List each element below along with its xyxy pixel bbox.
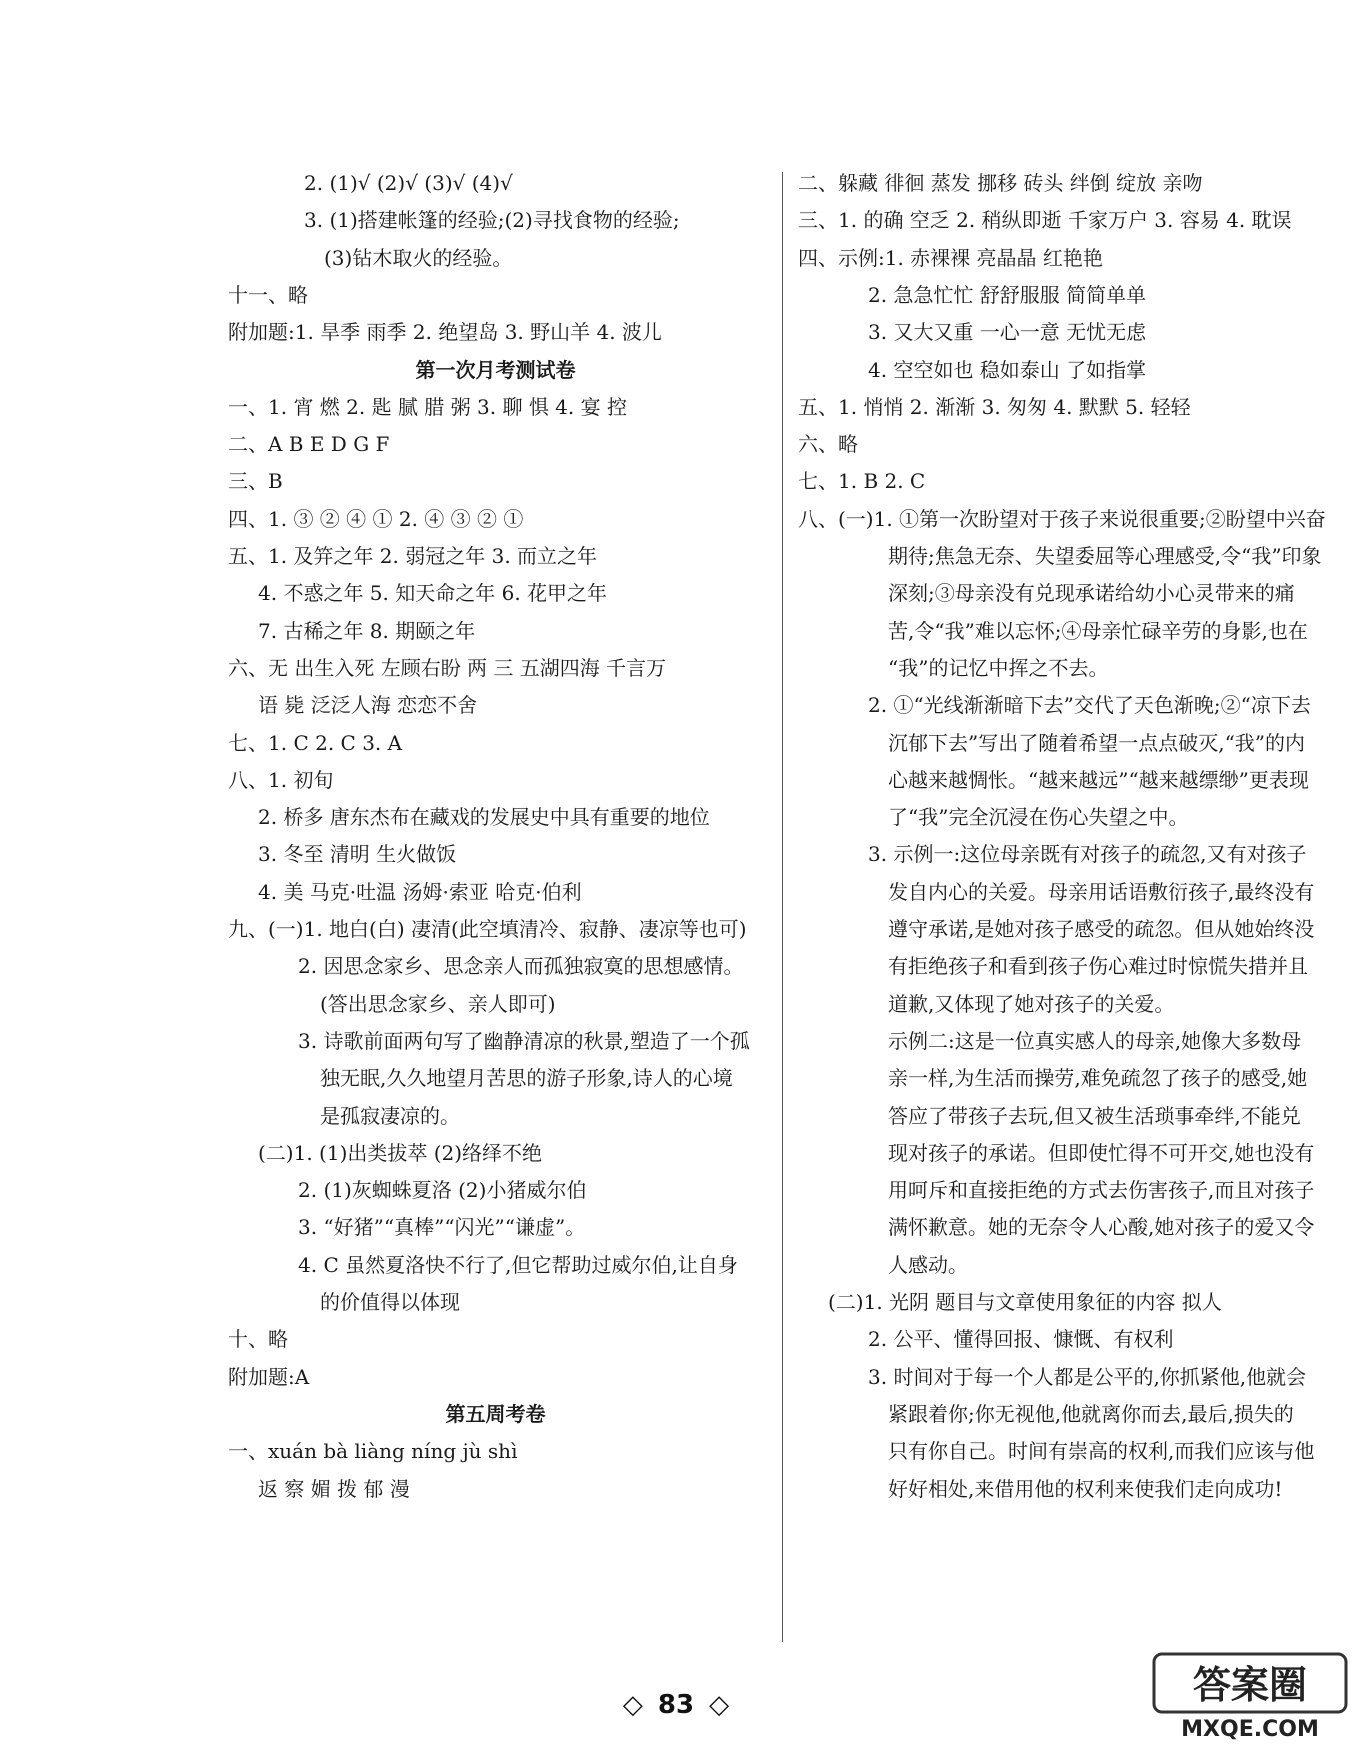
- answer-line: 3. 示例一:这位母亲既有对孩子的疏忽,又有对孩子: [868, 842, 1307, 867]
- answer-line: 六、无 出生入死 左顾右盼 两 三 五湖四海 千言万: [228, 655, 667, 680]
- answer-line: 四、1. ③ ② ④ ① 2. ④ ③ ② ①: [228, 506, 524, 531]
- answer-line: 一、xuán bà liàng níng jù shì: [228, 1439, 518, 1464]
- answer-line: 好好相处,来借用他的权利来使我们走向成功!: [888, 1476, 1283, 1501]
- answer-line: (3)钻木取火的经验。: [324, 245, 513, 270]
- answer-line: 4. C 虽然夏洛快不行了,但它帮助过威尔伯,让自身: [298, 1252, 738, 1277]
- answer-line: 三、B: [228, 469, 283, 494]
- answer-line: 3. (1)搭建帐篷的经验;(2)寻找食物的经验;: [304, 208, 680, 233]
- answer-line: 4. 不惑之年 5. 知天命之年 6. 花甲之年: [258, 581, 608, 606]
- answer-line: 六、略: [798, 432, 858, 457]
- answer-line: 3. 又大又重 一心一意 无忧无虑: [868, 320, 1147, 345]
- answer-line: 五、1. 及笄之年 2. 弱冠之年 3. 而立之年: [228, 544, 598, 568]
- answer-line: 五、1. 悄悄 2. 渐渐 3. 匆匆 4. 默默 5. 轻轻: [798, 394, 1191, 419]
- answer-line: 遵守承诺,是她对孩子感受的疏忽。但从她始终没: [888, 917, 1315, 941]
- answer-line: 苦,令“我”难以忘怀;④母亲忙碌辛劳的身影,也在: [888, 618, 1308, 643]
- answer-line: 现对孩子的承诺。但即使忙得不可开交,她也没有: [888, 1140, 1315, 1165]
- answer-line: 3. 诗歌前面两句写了幽静清凉的秋景,塑造了一个孤: [298, 1028, 750, 1053]
- answer-line: 八、1. 初旬: [228, 767, 334, 792]
- answer-line: 期待;焦急无奈、失望委屈等心理感受,令“我”印象: [888, 544, 1322, 568]
- answer-line: 2. 急急忙忙 舒舒服服 简简单单: [868, 282, 1147, 307]
- answer-line: 人感动。: [888, 1252, 968, 1277]
- answer-line: 附加题:A: [228, 1364, 310, 1389]
- answer-line: “我”的记忆中挥之不去。: [888, 655, 1109, 680]
- answer-line: 2. 公平、懂得回报、慷慨、有权利: [868, 1327, 1174, 1352]
- answer-line: 了“我”完全沉浸在伤心失望之中。: [888, 805, 1189, 830]
- answer-line: (答出思念家乡、亲人即可): [320, 991, 556, 1016]
- answer-line: 返 察 媚 拨 郁 漫: [258, 1476, 410, 1501]
- answer-line: 十一、略: [228, 282, 308, 307]
- answer-line: 语 毙 泛泛人海 恋恋不舍: [258, 693, 478, 718]
- answer-line: 2. 因思念家乡、思念亲人而孤独寂寞的思想感情。: [298, 954, 744, 979]
- answer-line: 深刻;③母亲没有兑现承诺给幼小心灵带来的痛: [888, 581, 1295, 606]
- answer-line: 十、略: [228, 1327, 288, 1352]
- section-title: 第一次月考测试卷: [415, 357, 576, 382]
- answer-line: 的价值得以体现: [320, 1290, 460, 1314]
- answer-line: 附加题:1. 旱季 雨季 2. 绝望岛 3. 野山羊 4. 波儿: [228, 320, 662, 345]
- answer-line: 3. 冬至 清明 生火做饭: [258, 842, 457, 867]
- answer-line: 用呵斥和直接拒绝的方式去伤害孩子,而且对孩子: [888, 1178, 1315, 1203]
- answer-line: 七、1. C 2. C 3. A: [228, 730, 403, 755]
- answer-line: 7. 古稀之年 8. 期颐之年: [258, 618, 476, 643]
- answer-line: 四、示例:1. 赤裸裸 亮晶晶 红艳艳: [798, 245, 1103, 270]
- section-title: 第五周考卷: [445, 1401, 546, 1426]
- answer-line: 2. (1)√ (2)√ (3)√ (4)√: [304, 171, 513, 195]
- answer-line: 心越来越惆怅。“越来越远”“越来越缥缈”更表现: [888, 767, 1309, 792]
- answer-line: 只有你自己。时间有崇高的权利,而我们应该与他: [888, 1439, 1315, 1464]
- answer-line: 道歉,又体现了她对孩子的关爱。: [888, 991, 1175, 1016]
- answer-line: 2. 桥多 唐东杰布在藏戏的发展史中具有重要的地位: [258, 805, 710, 830]
- answer-line: 3. 时间对于每一个人都是公平的,你抓紧他,他就会: [868, 1364, 1307, 1389]
- answer-line: 4. 美 马克·吐温 汤姆·索亚 哈克·伯利: [258, 879, 582, 904]
- answer-line: 发自内心的关爱。母亲用话语敷衍孩子,最终没有: [888, 879, 1315, 904]
- watermark-main: 答案圈: [1192, 1663, 1308, 1707]
- answer-line: 3. “好猪”“真棒”“闪光”“谦虚”。: [298, 1215, 586, 1240]
- watermark-logo: [1150, 1650, 1350, 1745]
- answer-line: 七、1. B 2. C: [798, 469, 926, 494]
- answer-line: 示例二:这是一位真实感人的母亲,她像大多数母: [888, 1028, 1302, 1053]
- answer-line: 九、(一)1. 地白(白) 凄清(此空填清冷、寂静、凄凉等也可): [228, 917, 747, 941]
- answer-line: 亲一样,为生活而操劳,难免疏忽了孩子的感受,她: [888, 1066, 1308, 1091]
- column-divider: [782, 172, 783, 1642]
- diamond-right-icon: ◇: [709, 1690, 730, 1720]
- answer-line: 二、躲藏 徘徊 蒸发 挪移 砖头 绊倒 绽放 亲吻: [798, 171, 1203, 195]
- answer-line: 独无眠,久久地望月苦思的游子形象,诗人的心境: [320, 1066, 733, 1091]
- answer-line: 有拒绝孩子和看到孩子伤心难过时惊慌失措并且: [888, 954, 1308, 979]
- page-number: 83: [657, 1690, 695, 1720]
- answer-line: 是孤寂凄凉的。: [320, 1103, 460, 1128]
- answer-line: 三、1. 的确 空乏 2. 稍纵即逝 千家万户 3. 容易 4. 耽误: [798, 208, 1292, 233]
- answer-line: 八、(一)1. ①第一次盼望对于孩子来说很重要;②盼望中兴奋: [798, 506, 1326, 531]
- answer-line: 一、1. 宵 燃 2. 匙 腻 腊 粥 3. 聊 惧 4. 宴 控: [228, 394, 627, 419]
- diamond-left-icon: ◇: [622, 1690, 643, 1720]
- answer-line: 2. ①“光线渐渐暗下去”交代了天色渐晚;②“凉下去: [868, 693, 1311, 718]
- answer-line: (二)1. 光阴 题目与文章使用象征的内容 拟人: [828, 1290, 1222, 1314]
- answer-line: 答应了带孩子去玩,但又被生活琐事牵绊,不能兑: [888, 1103, 1301, 1128]
- answer-line: 紧跟着你;你无视他,他就离你而去,最后,损失的: [888, 1401, 1294, 1426]
- answer-line: 2. (1)灰蜘蛛夏洛 (2)小猪威尔伯: [298, 1178, 587, 1203]
- watermark-sub: MXQE.COM: [1181, 1717, 1319, 1742]
- answer-line: 二、A B E D G F: [228, 432, 390, 457]
- answer-line: 沉郁下去”写出了随着希望一点点破灭,“我”的内: [888, 730, 1306, 755]
- answer-line: 4. 空空如也 稳如泰山 了如指掌: [868, 357, 1147, 382]
- answer-line: 满怀歉意。她的无奈令人心酸,她对孩子的爱又令: [888, 1215, 1315, 1240]
- answer-line: (二)1. (1)出类拔萃 (2)络绎不绝: [258, 1140, 543, 1165]
